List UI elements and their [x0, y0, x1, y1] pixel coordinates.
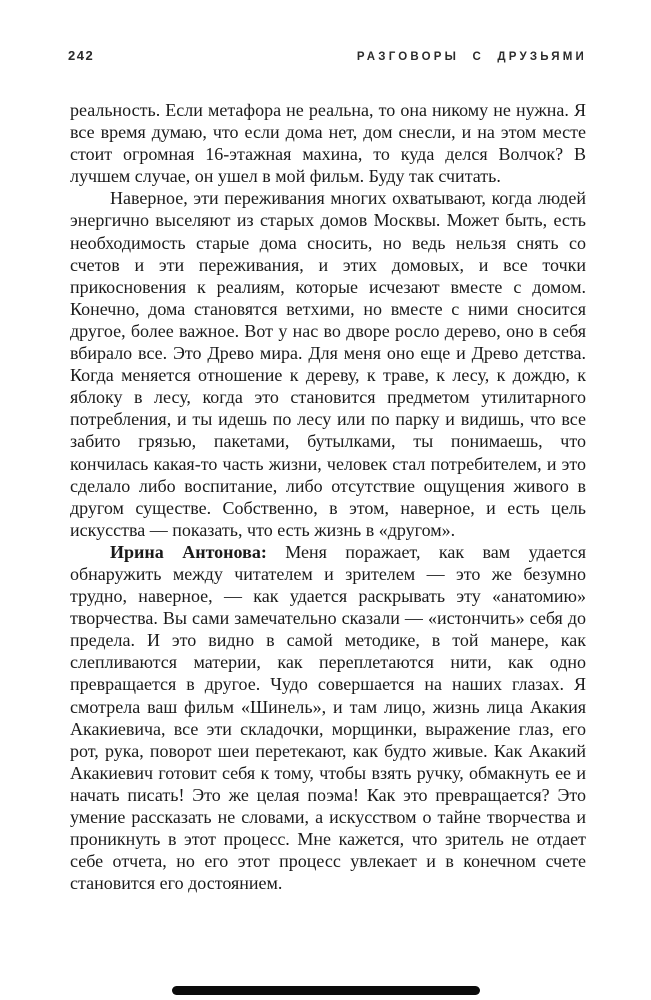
- paragraph: реальность. Если метафора не реальна, то она никому не нужна. Я все время думаю, что если дома нет, дом снесли, и на этом месте стоит огромная 16-этажная махина, то куда делся Волчок? В лучшем случае, он ушел в мой фильм. Буду так считать.: [70, 100, 586, 187]
- speaker-name: Ирина Антонова:: [110, 541, 267, 562]
- paragraph: Ирина Антонова: Меня поражает, как вам удается обнаружить между читателем и зрителем — это же безумно трудно, наверное, — как удается раскрывать эту «анатомию» творчества. Вы сами замечательно сказали — «истончить» себя до предела. И это видно в самой методике, в той манере, как слепливаются материи, как переплетаются нити, как одно превращается в другое. Чудо совершается на наших глазах. Я смотрела ваш фильм «Шинель», и там лицо, жизнь лица Акакия Акакиевича, все эти складочки, морщинки, выражение глаз, его рот, рука, поворот шеи перетекают, как будто живые. Как Акакий Акакиевич готовит себя к тому, чтобы взять ручку, обмакнуть ее и начать писать! Это же целая поэма! Как это превращается? Это умение рассказать не словами, а искусством о тайне творчества и проникнуть в этот процесс. Мне кажется, что зритель не отдает себе отчета, но его этот процесс увлекает и в конечном счете становится его достоянием.: [70, 541, 586, 894]
- paragraph: Наверное, эти переживания многих охватывают, когда людей энергично выселяют из старых домов Москвы. Может быть, есть необходимость старые дома сносить, но ведь нельзя снять со счетов и эти переживания, и этих домовых, и все точки прикосновения к реалиям, которые исчезают вместе с домом. Конечно, дома становятся ветхими, но вместе с ними сносится другое, более важное. Вот у нас во дворе росло дерево, оно в себя вбирало все. Это Древо мира. Для меня оно еще и Древо детства. Когда меняется отношение к дереву, к траве, к лесу, к дождю, к яблоку в лесу, когда это становится предметом утилитарного потребления, и ты идешь по лесу или по парку и видишь, что все забито грязью, пакетами, бутылками, ты понимаешь, что кончилась какая-то часть жизни, человек стал потребителем, и это сделало либо воспитание, либо отсутствие ощущения живого в другом существе. Собственно, в этом, наверное, и есть цель искусства — показать, что есть жизнь в «другом».: [70, 188, 586, 540]
- text-block: [70, 99, 586, 894]
- running-title: РАЗГОВОРЫ С ДРУЗЬЯМИ: [356, 51, 587, 63]
- home-indicator-bar[interactable]: [172, 986, 480, 995]
- page-number: 242: [68, 48, 95, 63]
- running-header: [68, 48, 587, 63]
